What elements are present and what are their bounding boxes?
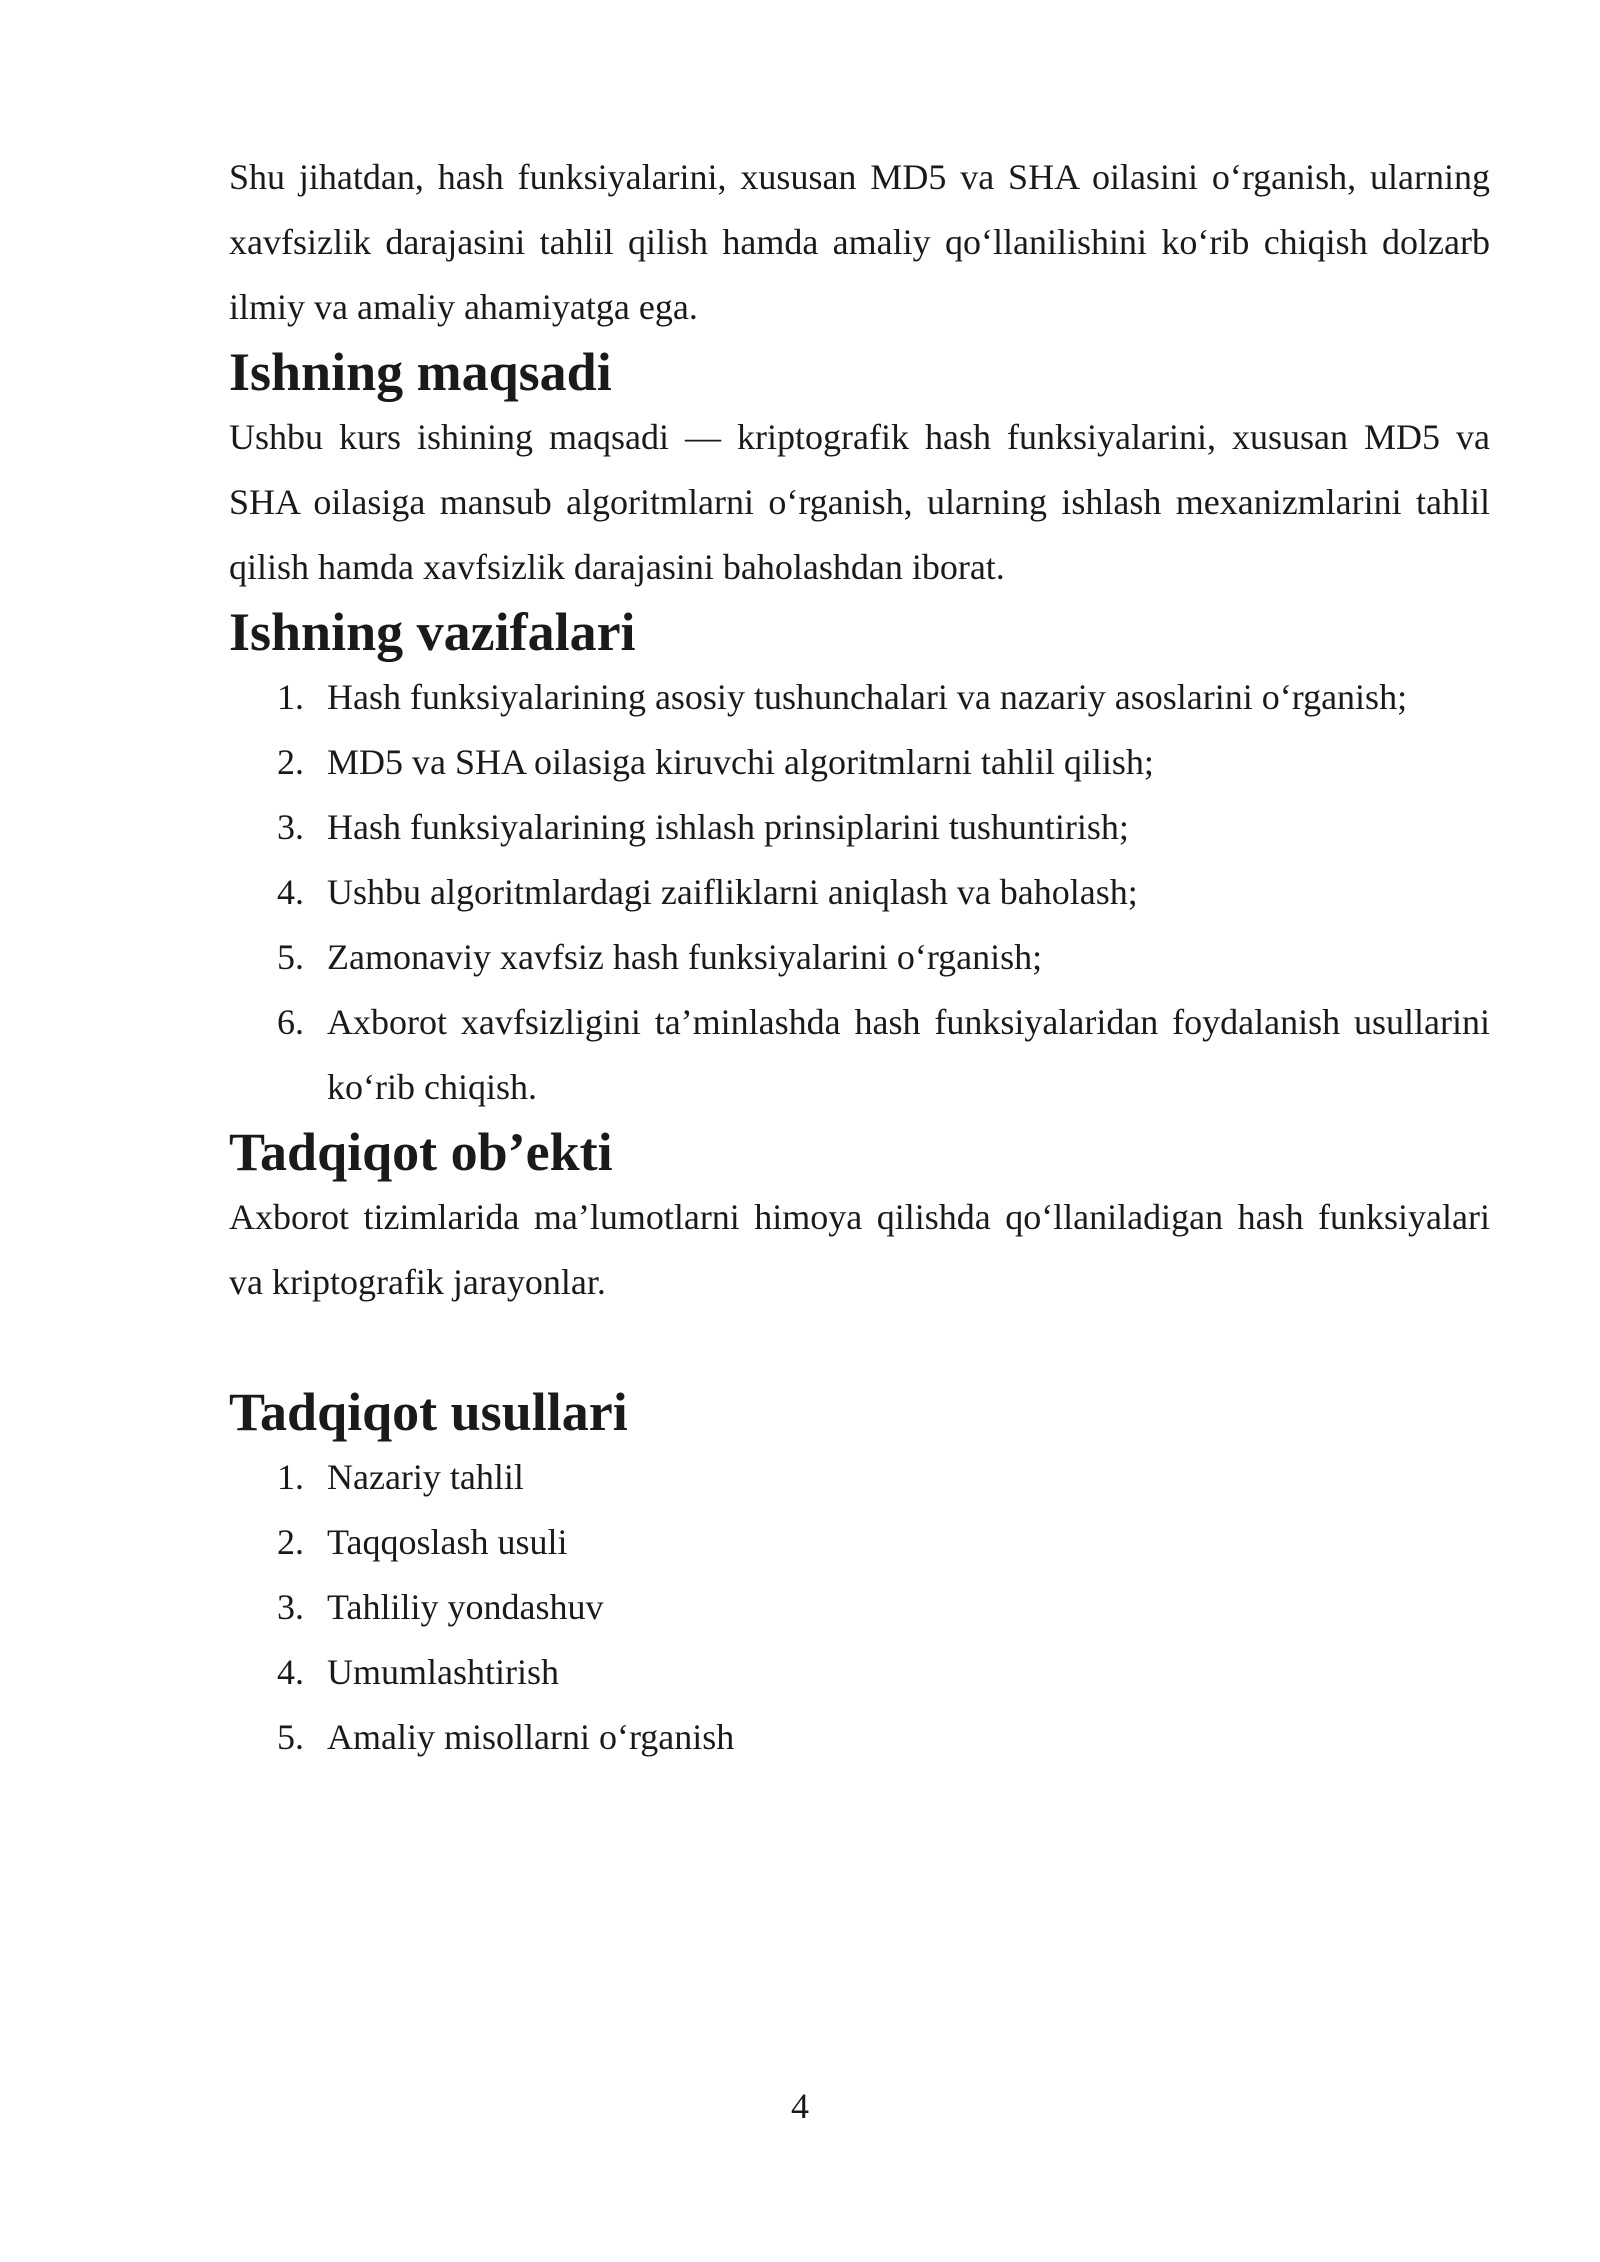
list-item: [229, 925, 1490, 990]
list-item: [229, 665, 1490, 730]
list-number: 2.: [277, 1522, 304, 1562]
list-number: 4.: [277, 1652, 304, 1692]
list-number: 2.: [277, 742, 304, 782]
list-number: 6.: [277, 1002, 304, 1042]
list-item: [229, 1640, 1490, 1705]
tasks-list: [229, 665, 1490, 1120]
list-item-text: Taqqoslash usuli: [327, 1522, 568, 1562]
list-item-text: Tahliliy yondashuv: [327, 1587, 604, 1627]
list-item: [229, 1445, 1490, 1510]
list-number: 3.: [277, 807, 304, 847]
list-number: 5.: [277, 1717, 304, 1757]
object-paragraph: Axborot tizimlarida ma’lumotlarni himoya qilishda qo‘llaniladigan hash funksiyalari va kriptografik jarayonlar.: [229, 1197, 1490, 1302]
list-item: [229, 860, 1490, 925]
list-item: [229, 730, 1490, 795]
tasks-heading: Ishning vazifalari: [229, 602, 636, 662]
list-number: 3.: [277, 1587, 304, 1627]
list-item-text: Umumlashtirish: [327, 1652, 559, 1692]
list-item-text: Axborot xavfsizligini ta’minlashda hash funksiyalaridan foydalanish usullarini ko‘rib chiqish.: [327, 1002, 1490, 1107]
page-number: 4: [791, 2086, 809, 2126]
list-item-text: Hash funksiyalarining ishlash prinsiplarini tushuntirish;: [327, 807, 1129, 847]
list-item: [229, 1510, 1490, 1575]
list-item-text: Nazariy tahlil: [327, 1457, 524, 1497]
list-item-text: Hash funksiyalarining asosiy tushunchalari va nazariy asoslarini o‘rganish;: [327, 677, 1408, 717]
goal-paragraph: Ushbu kurs ishining maqsadi — kriptografik hash funksiyalarini, xususan MD5 va SHA oilasiga mansub algoritmlarni o‘rganish, ularning ishlash mexanizmlarini tahlil qilish hamda xavfsizlik darajasini baholashdan iborat.: [229, 417, 1490, 587]
list-item: [229, 990, 1490, 1120]
list-item: [229, 1705, 1490, 1770]
intro-paragraph: Shu jihatdan, hash funksiyalarini, xususan MD5 va SHA oilasini o‘rganish, ularning xavfsizlik darajasini tahlil qilish hamda amaliy qo‘llanilishini ko‘rib chiqish dolzarb ilmiy va amaliy ahamiyatga ega.: [229, 157, 1490, 327]
list-number: 1.: [277, 1457, 304, 1497]
goal-heading: Ishning maqsadi: [229, 342, 612, 402]
list-number: 1.: [277, 677, 304, 717]
list-item-text: MD5 va SHA oilasiga kiruvchi algoritmlarni tahlil qilish;: [327, 742, 1154, 782]
list-item: [229, 795, 1490, 860]
list-item-text: Ushbu algoritmlardagi zaifliklarni aniqlash va baholash;: [327, 872, 1138, 912]
methods-heading: Tadqiqot usullari: [229, 1382, 628, 1442]
list-item-text: Amaliy misollarni o‘rganish: [327, 1717, 735, 1757]
list-number: 5.: [277, 937, 304, 977]
methods-list: [229, 1445, 1490, 1770]
list-number: 4.: [277, 872, 304, 912]
list-item: [229, 1575, 1490, 1640]
list-item-text: Zamonaviy xavfsiz hash funksiyalarini o‘rganish;: [327, 937, 1043, 977]
object-heading: Tadqiqot ob’ekti: [229, 1122, 613, 1182]
blank-line: [229, 1315, 1490, 1380]
page-content: [229, 145, 1490, 1770]
